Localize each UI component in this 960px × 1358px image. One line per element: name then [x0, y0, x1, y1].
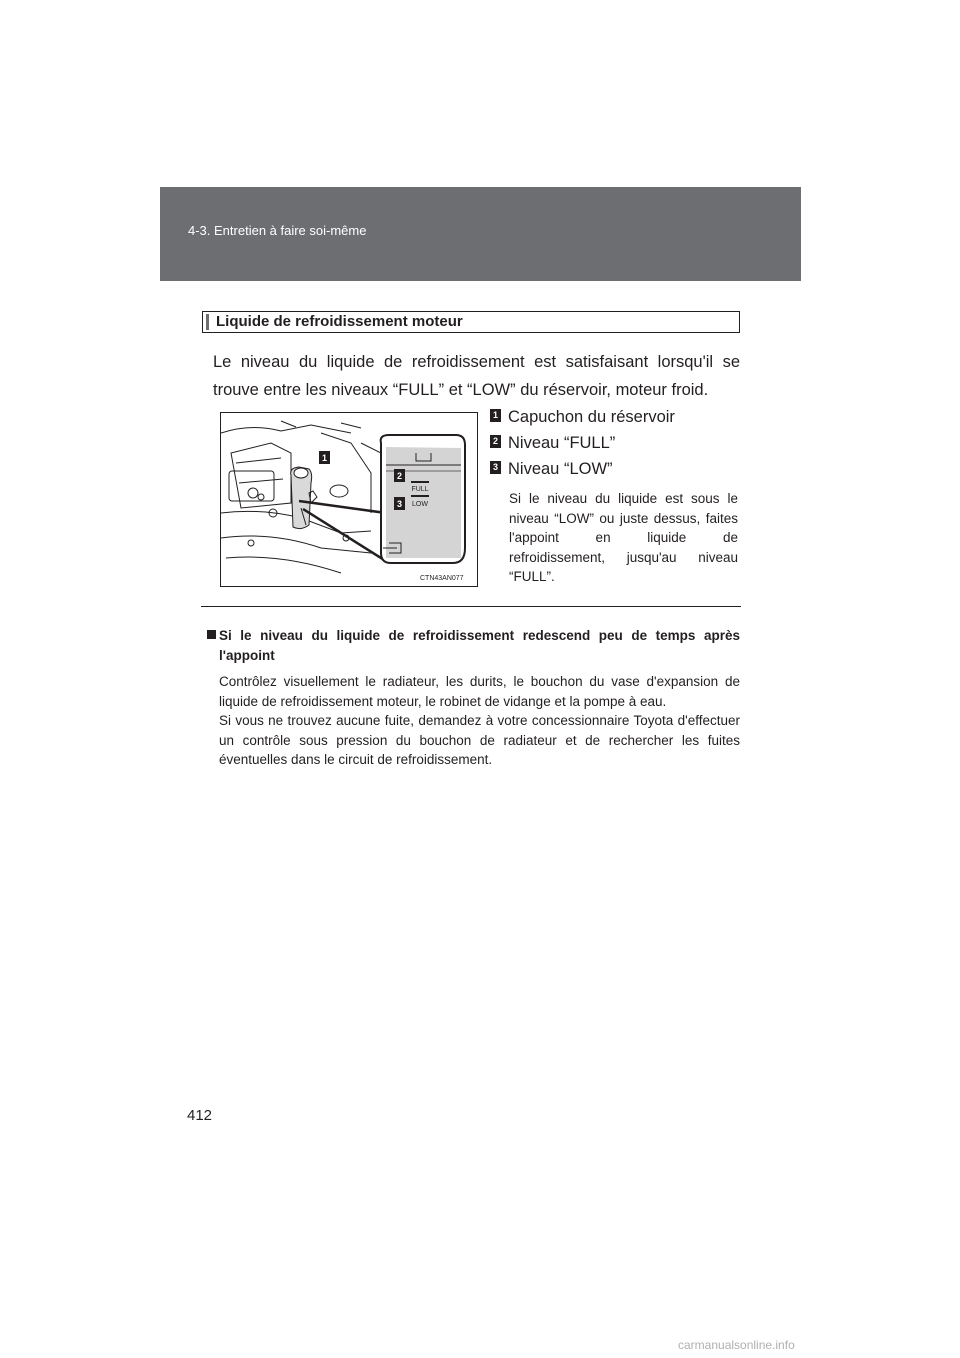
section-heading: [202, 311, 740, 333]
page-number: 412: [187, 1107, 213, 1124]
intro-paragraph: Le niveau du liquide de refroidissement est satisfaisant lorsqu'il se trouve entre les niveaux “FULL” et “LOW” du réservoir, moteur froid.: [213, 353, 740, 399]
note-title: [207, 626, 740, 665]
note-title-text: Si le niveau du liquide de refroidissement redescend peu de temps après l'appoint: [219, 628, 740, 663]
note-paragraph-2: Si vous ne trouvez aucune fuite, demandez à votre concessionnaire Toyota d'effectuer un contrôle sous pression du bouchon de radiateur et de rechercher les fuites éventuelles dans le circuit de refroidissement.: [219, 713, 740, 767]
note-paragraph-1: Contrôlez visuellement le radiateur, les durits, le bouchon du vase d'expansion de liquide de refroidissement moteur, le robinet de vidange et la pompe à eau.: [219, 674, 740, 709]
section-label: 4-3. Entretien à faire soi-même: [188, 223, 367, 238]
callout-1-label: Capuchon du réservoir: [508, 408, 675, 426]
callout-3: [490, 460, 613, 479]
engine-bay-illustration: [221, 413, 478, 587]
figure-label-full: FULL: [411, 486, 429, 493]
figure-label-low: LOW: [412, 501, 428, 508]
figure-marker-1: 1: [321, 453, 328, 463]
engine-bay-figure: [220, 412, 478, 587]
callout-2-badge: 2: [490, 435, 501, 448]
callout-2: [490, 434, 615, 453]
figure-code: CTN43AN077: [420, 575, 464, 582]
watermark: carmanualsonline.info: [678, 1338, 795, 1352]
callout-1-badge: 1: [490, 409, 501, 422]
callout-3-badge: 3: [490, 461, 501, 474]
callout-2-label: Niveau “FULL”: [508, 434, 616, 452]
figure-marker-2: 2: [396, 471, 403, 481]
section-heading-title: Liquide de refroidissement moteur: [216, 313, 463, 330]
note-bullet-square: [207, 630, 216, 639]
heading-accent-bar: [206, 314, 209, 330]
callout-3-label: Niveau “LOW”: [508, 460, 613, 478]
figure-marker-3: 3: [396, 499, 403, 509]
section-divider: [201, 606, 741, 607]
callout-1: [490, 408, 675, 427]
note-body: [219, 672, 740, 770]
side-note: Si le niveau du liquide est sous le niveau “LOW” ou juste dessus, faites l'appoint en liquide de refroidissement, jusqu'au niveau “FULL”.: [509, 491, 738, 584]
